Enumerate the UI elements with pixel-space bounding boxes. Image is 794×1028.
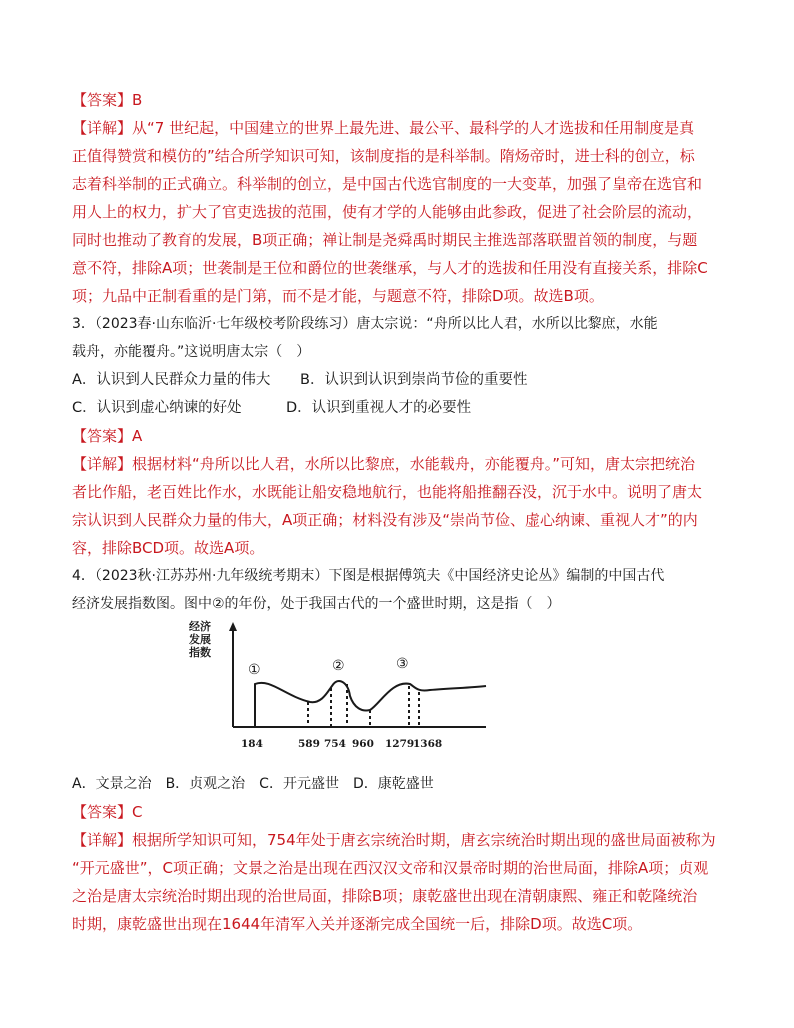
q3-option-d: D．认识到重视人才的必要性 <box>286 400 472 416</box>
figure-ylabel: 经济 <box>189 620 211 633</box>
figure-index-curve <box>255 681 486 727</box>
q4-detail-line: 【详解】根据所学知识可知，754年处于唐玄宗统治时期，唐玄宗统治时期出现的盛世局面被称为 <box>72 831 716 849</box>
q2-detail-line: 意不符，排除A项；世袭制是王位和爵位的世袭继承，与人才的选拔和任用没有直接关系，排除C <box>72 259 708 277</box>
q4-answer: 【答案】C <box>72 803 143 821</box>
figure-tick-label: 589 <box>298 738 320 750</box>
q4-detail-line: “开元盛世”，C项正确；文景之治是出现在西汉汉文帝和汉景帝时期的治世局面，排除A项；贞观 <box>72 859 709 877</box>
figure-tick-label: 1368 <box>413 738 443 750</box>
q4-question-line: 4．（2023秋·江苏苏州·九年级统考期末）下图是根据傅筑夫《中国经济史论丛》编制的中国古代 <box>72 568 665 584</box>
figure-marker-2: ② <box>332 658 345 674</box>
q3-detail-line: 宗认识到人民群众力量的伟大，A项正确；材料没有涉及“崇尚节俭、虚心纳谏、重视人才”的内 <box>72 511 698 529</box>
figure-ylabel: 发展 <box>189 633 211 646</box>
q2-detail-line: 项；九品中正制看重的是门第，而不是才能，与题意不符，排除D项。故选B项。 <box>72 287 604 305</box>
q3-question-line: 3．（2023春·山东临沂·七年级校考阶段练习）唐太宗说：“舟所以比人君，水所以比黎庶，水能 <box>72 316 658 332</box>
q2-detail-line: 【详解】从“7 世纪起，中国建立的世界上最先进、最公平、最科学的人才选拔和任用制度是真 <box>72 119 695 137</box>
figure-marker-1: ① <box>248 662 261 678</box>
q3-answer: 【答案】A <box>72 427 143 445</box>
q3-option-c: C．认识到虚心纳谏的好处 <box>72 400 242 416</box>
q4-question-line: 经济发展指数图。图中②的年份，处于我国古代的一个盛世时期，这是指（ ） <box>72 596 561 612</box>
q3-detail-line: 【详解】根据材料“舟所以比人君，水所以比黎庶，水能载舟，亦能覆舟。”可知，唐太宗把统治 <box>72 455 696 473</box>
economic-index-figure <box>180 616 500 761</box>
figure-tick-label: 184 <box>241 738 263 750</box>
q2-detail-line: 正值得赞赏和模仿的”结合所学知识可知，该制度指的是科举制。隋炀帝时，进士科的创立，标 <box>72 147 695 165</box>
figure-tick-label: 960 <box>352 738 374 750</box>
q3-question-line: 载舟，亦能覆舟。”这说明唐太宗（ ） <box>72 344 311 360</box>
q2-answer: 【答案】B <box>72 91 143 109</box>
q3-option-a: A．认识到人民群众力量的伟大 <box>72 372 271 388</box>
figure-tick-label: 1279 <box>385 738 415 750</box>
q2-detail-line: 用人上的权力，扩大了官吏选拔的范围，使有才学的人能够由此参政，促进了社会阶层的流动， <box>72 203 703 221</box>
q4-detail-line: 时期，康乾盛世出现在1644年清军入关并逐渐完成全国统一后，排除D项。故选C项。 <box>72 915 643 933</box>
figure-tick-label: 754 <box>324 738 346 750</box>
figure-marker-3: ③ <box>396 656 409 672</box>
q3-detail-line: 容，排除BCD项。故选A项。 <box>72 539 265 557</box>
q4-options: A．文景之治 B．贞观之治 C．开元盛世 D．康乾盛世 <box>72 776 434 792</box>
q3-option-b: B．认识到认识到崇尚节俭的重要性 <box>300 372 528 388</box>
q2-detail-line: 同时也推动了教育的发展，B项正确；禅让制是尧舜禹时期民主推选部落联盟首领的制度，与题 <box>72 231 698 249</box>
figure-ylabel: 指数 <box>189 646 211 659</box>
q3-detail-line: 者比作船，老百姓比作水，水既能让船安稳地航行，也能将船推翻吞没，沉于水中。说明了唐太 <box>72 483 703 501</box>
q4-detail-line: 之治是唐太宗统治时期出现的治世局面，排除B项；康乾盛世出现在清朝康熙、雍正和乾隆统治 <box>72 887 698 905</box>
q2-detail-line: 志着科举制的正式确立。科举制的创立，是中国古代选官制度的一大变革，加强了皇帝在选官和 <box>72 175 703 193</box>
figure-y-axis-arrow <box>229 622 237 631</box>
